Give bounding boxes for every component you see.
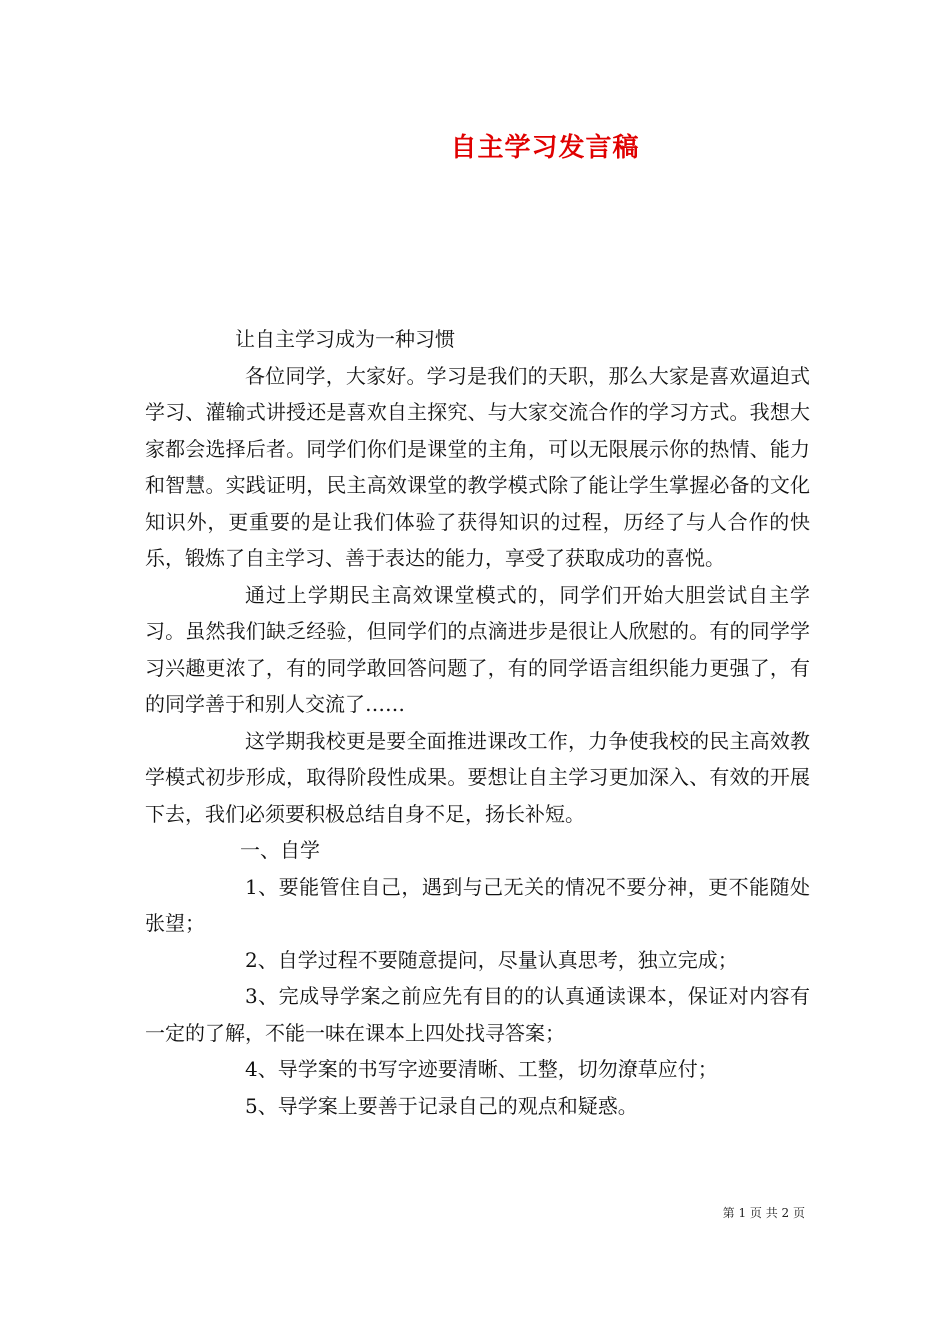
paragraph-this-semester: 这学期我校更是要全面推进课改工作，力争使我校的民主高效教学模式初步形成，取得阶段性成果。要想让自主学习更加深入、有效的开展下去，我们必须要积极总结自身不足，扬长补短。 bbox=[145, 728, 810, 826]
list-item: 5、导学案上要善于记录自己的观点和疑惑。 bbox=[245, 1093, 638, 1118]
page-number: 第 1 页 共 2 页 bbox=[722, 1206, 805, 1220]
document-body bbox=[145, 321, 810, 1124]
document-subtitle: 让自主学习成为一种习惯 bbox=[235, 327, 455, 351]
list-item: 1、要能管住自己，遇到与己无关的情况不要分神，更不能随处张望； bbox=[145, 874, 810, 935]
paragraph-greeting: 各位同学，大家好。学习是我们的天职，那么大家是喜欢逼迫式学习、灌输式讲授还是喜欢自主探究、与大家交流合作的学习方式。我想大家都会选择后者。同学们你们是课堂的主角，可以无限展示你的热情、能力和智慧。实践证明，民主高效课堂的教学模式除了能让学生掌握必备的文化知识外，更重要的是让我们体验了获得知识的过程，历经了与人合作的快乐，锻炼了自主学习、善于表达的能力，享受了获取成功的喜悦。 bbox=[145, 363, 810, 570]
list-item: 2、自学过程不要随意提问，尽量认真思考，独立完成； bbox=[245, 947, 738, 972]
list-item: 3、完成导学案之前应先有目的的认真通读课本，保证对内容有一定的了解，不能一味在课本上四处找寻答案； bbox=[145, 984, 810, 1045]
paragraph-last-semester: 通过上学期民主高效课堂模式的，同学们开始大胆尝试自主学习。虽然我们缺乏经验，但同学们的点滴进步是很让人欣慰的。有的同学学习兴趣更浓了，有的同学敢回答问题了，有的同学语言组织能力更强了，有的同学善于和别人交流了…… bbox=[145, 582, 810, 716]
document-title: 自主学习发言稿 bbox=[450, 133, 640, 163]
list-item: 4、导学案的书写字迹要清晰、工整，切勿潦草应付； bbox=[245, 1057, 718, 1081]
section-heading-self-study: 一、自学 bbox=[240, 838, 320, 862]
